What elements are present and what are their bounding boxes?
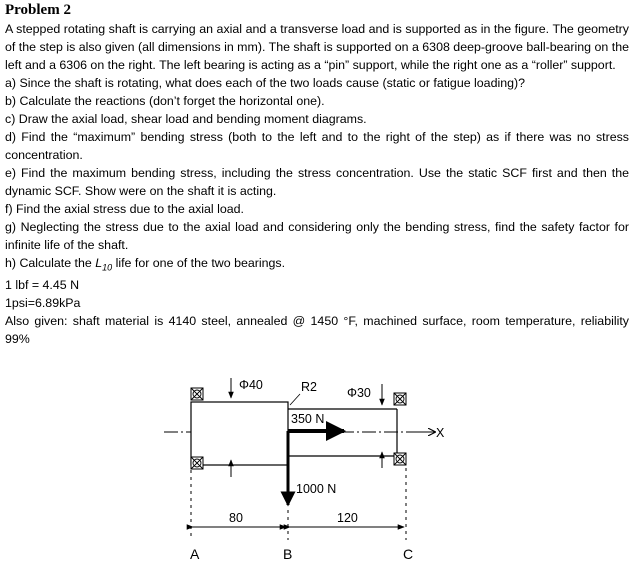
conversion-lbf: 1 lbf = 4.45 N	[5, 278, 80, 293]
fillet-leader	[290, 394, 300, 405]
question-h-suffix: life for one of the two bearings.	[112, 256, 286, 270]
question-d: d) Find the “maximum” bending stress (both to the left and to the right of the step) as if there was no stress concentration.	[5, 130, 629, 162]
question-g: g) Neglecting the stress due to the axial load and considering only the bending stress, find the safety factor for infinite life of the shaft.	[5, 220, 629, 252]
x-axis-label: X	[436, 426, 445, 440]
shaft-left-section	[191, 402, 288, 465]
question-e: e) Find the maximum bending stress, including the stress concentration. Use the static SCF first and then the dynamic SCF. Show were on the shaft it is acting.	[5, 166, 629, 198]
problem-intro: A stepped rotating shaft is carrying an axial and a transverse load and is supported as in the figure. The geometry of the step is also given (all dimensions in mm). The shaft is supported on a 6308 deep-groove ball-bearing on the left and a 6306 on the right. The left bearing is acting as a “pin” support, while the right one as a “roller” support.	[5, 22, 629, 72]
bearing-left-bottom	[191, 457, 203, 469]
point-b-label: B	[283, 546, 293, 562]
diameter-right-label: Φ30	[347, 386, 371, 400]
bearing-right-top	[394, 393, 406, 405]
point-a-label: A	[190, 546, 200, 562]
dimension-right-label: 120	[337, 511, 358, 525]
bearing-left-top	[191, 388, 203, 400]
question-a: a) Since the shaft is rotating, what does each of the two loads cause (static or fatigue loading)?	[5, 76, 526, 90]
question-c: c) Draw the axial load, shear load and bending moment diagrams.	[5, 112, 367, 126]
bearing-right-bottom	[394, 453, 406, 465]
conversion-psi: 1psi=6.89kPa	[5, 296, 81, 311]
diameter-left-label: Φ40	[239, 378, 263, 392]
point-c-label: C	[403, 546, 414, 562]
transverse-load-label: 1000 N	[296, 482, 337, 496]
question-b: b) Calculate the reactions (don’t forget the horizontal one).	[5, 94, 325, 108]
axial-load-label: 350 N	[291, 412, 325, 426]
question-h-prefix: h) Calculate the	[5, 256, 96, 270]
fillet-radius-label: R2	[301, 380, 317, 394]
problem-title: Problem 2	[5, 2, 71, 18]
also-given: Also given: shaft material is 4140 steel, annealed @ 1450 °F, machined surface, room temperature, reliability 99%	[5, 314, 629, 347]
l10-subscript: 10	[102, 262, 113, 273]
l10-symbol: L	[95, 256, 103, 270]
question-f: f) Find the axial stress due to the axial load.	[5, 202, 244, 216]
dimension-left-label: 80	[229, 511, 243, 525]
